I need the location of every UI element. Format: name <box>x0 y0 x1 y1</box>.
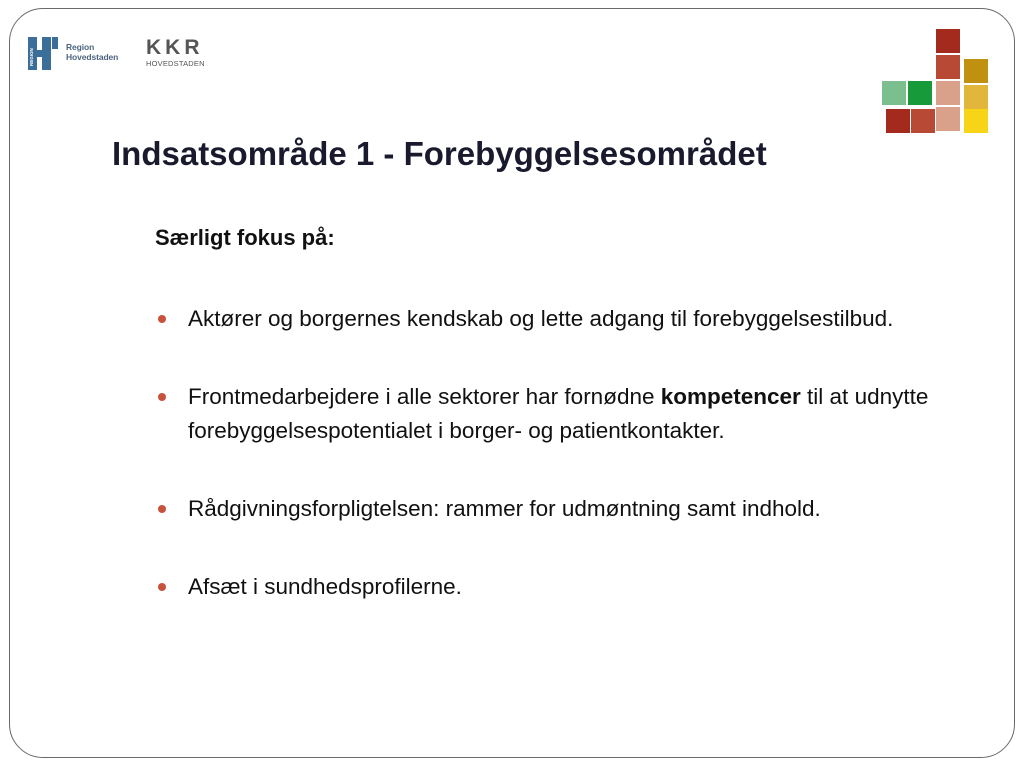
bullet-dot-icon <box>158 583 166 591</box>
bullet-dot-icon <box>158 315 166 323</box>
region-logo-line1: Region <box>66 42 95 52</box>
bullet-item <box>155 302 975 336</box>
region-logo-line2: Hovedstaden <box>66 52 119 62</box>
region-hovedstaden-logo <box>28 37 138 73</box>
color-mosaic-decoration <box>882 29 992 133</box>
mosaic-cell <box>936 55 960 79</box>
region-mark-text: REGION <box>29 48 34 66</box>
mosaic-cell <box>936 81 960 105</box>
mosaic-cell <box>911 109 935 133</box>
slide-frame <box>9 8 1015 758</box>
kkr-logo-subtitle: HOVEDSTADEN <box>146 59 205 68</box>
region-h-logo-icon <box>28 37 58 70</box>
bullet-text-after: til at udnytte forebyggelsespotentialet i borger- og patientkontakter. <box>188 384 929 443</box>
mosaic-cell <box>882 81 906 105</box>
bullet-text: Rådgivningsforpligtelsen: rammer for udmøntning samt indhold. <box>188 496 821 521</box>
kkr-logo-letters: KKR <box>146 36 204 59</box>
bullet-text: Afsæt i sundhedsprofilerne. <box>188 574 462 599</box>
bullet-bold-keyword: kompetencer <box>660 384 801 409</box>
mosaic-cell <box>936 107 960 131</box>
kkr-logo <box>146 37 226 77</box>
slide-title: Indsatsområde 1 - Forebyggelsesområdet <box>112 135 767 172</box>
mosaic-cell <box>886 109 910 133</box>
mosaic-cell <box>964 85 988 109</box>
bullet-dot-icon <box>158 393 166 401</box>
region-logo-text <box>66 42 118 62</box>
slide-subhead: Særligt fokus på: <box>155 225 335 250</box>
bullet-text: Aktører og borgernes kendskab og lette adgang til forebyggelsestilbud. <box>188 306 894 331</box>
mosaic-cell <box>964 109 988 133</box>
mosaic-cell <box>964 59 988 83</box>
mosaic-cell <box>936 29 960 53</box>
bullet-item <box>155 570 975 604</box>
bullet-item <box>155 380 975 448</box>
bullet-text-before: Frontmedarbejdere i alle sektorer har fornødne <box>188 384 661 409</box>
mosaic-cell <box>908 81 932 105</box>
bullet-item <box>155 492 975 526</box>
bullet-dot-icon <box>158 505 166 513</box>
bullet-list <box>155 302 975 648</box>
